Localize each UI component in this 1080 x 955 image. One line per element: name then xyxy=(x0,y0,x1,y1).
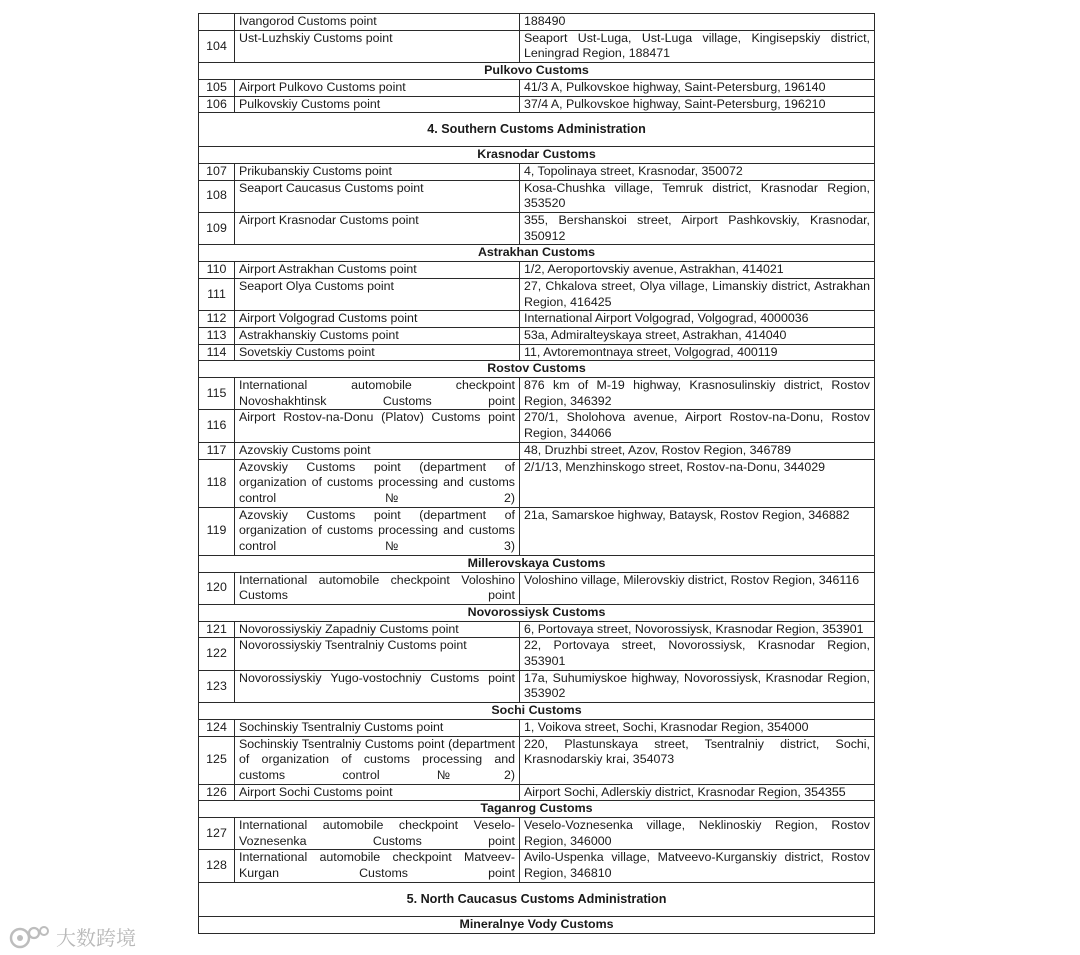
section-row xyxy=(199,882,875,916)
row-number: 119 xyxy=(199,507,235,555)
row-number: 118 xyxy=(199,459,235,507)
customs-point-address: 270/1, Sholohova avenue, Airport Rostov-na-Donu, Rostov Region, 344066 xyxy=(520,410,875,442)
row-number: 126 xyxy=(199,784,235,801)
customs-group-row xyxy=(199,604,875,621)
customs-group-row xyxy=(199,245,875,262)
customs-point-address: 17a, Suhumiyskoe highway, Novorossiysk, Krasnodar Region, 353902 xyxy=(520,670,875,702)
customs-group-title: Pulkovo Customs xyxy=(199,63,875,80)
table-row xyxy=(199,572,875,604)
table-row xyxy=(199,180,875,212)
customs-point-name: Airport Rostov-na-Donu (Platov) Customs point xyxy=(235,410,520,442)
watermark xyxy=(8,922,136,951)
customs-point-name: Sochinskiy Tsentralniy Customs point xyxy=(235,719,520,736)
customs-point-address: 188490 xyxy=(520,14,875,31)
customs-point-name: Sovetskiy Customs point xyxy=(235,344,520,361)
table-row xyxy=(199,327,875,344)
row-number: 120 xyxy=(199,572,235,604)
table-row xyxy=(199,378,875,410)
customs-point-address: Avilo-Uspenka village, Matveevo-Kurganskiy district, Rostov Region, 346810 xyxy=(520,850,875,882)
customs-point-name: International automobile checkpoint Novoshakhtinsk Customs point xyxy=(235,378,520,410)
row-number: 109 xyxy=(199,213,235,245)
customs-point-address: 1, Voikova street, Sochi, Krasnodar Region, 354000 xyxy=(520,719,875,736)
table-row xyxy=(199,96,875,113)
customs-point-address: 4, Topolinaya street, Krasnodar, 350072 xyxy=(520,163,875,180)
table-row xyxy=(199,30,875,62)
customs-point-name: Novorossiyskiy Zapadniy Customs point xyxy=(235,621,520,638)
table-row xyxy=(199,262,875,279)
watermark-text: 大数跨境 xyxy=(56,926,136,950)
row-number: 125 xyxy=(199,736,235,784)
section-title: 4. Southern Customs Administration xyxy=(199,113,875,147)
customs-point-address: 355, Bershanskoi street, Airport Pashkovskiy, Krasnodar, 350912 xyxy=(520,213,875,245)
customs-point-address: Veselo-Voznesenka village, Neklinoskiy Region, Rostov Region, 346000 xyxy=(520,818,875,850)
customs-point-address: Airport Sochi, Adlerskiy district, Krasnodar Region, 354355 xyxy=(520,784,875,801)
customs-point-name: Seaport Olya Customs point xyxy=(235,278,520,310)
watermark-logo-icon xyxy=(8,923,52,951)
customs-point-name: Azovskiy Customs point xyxy=(235,442,520,459)
customs-group-row xyxy=(199,63,875,80)
row-number: 115 xyxy=(199,378,235,410)
table-row xyxy=(199,638,875,670)
customs-point-address: Voloshino village, Milerovskiy district, Rostov Region, 346116 xyxy=(520,572,875,604)
customs-group-title: Novorossiysk Customs xyxy=(199,604,875,621)
customs-point-address: 11, Avtoremontnaya street, Volgograd, 400119 xyxy=(520,344,875,361)
customs-point-name: Airport Sochi Customs point xyxy=(235,784,520,801)
row-number: 123 xyxy=(199,670,235,702)
customs-point-name: Airport Krasnodar Customs point xyxy=(235,213,520,245)
customs-point-address: 53a, Admiralteyskaya street, Astrakhan, 414040 xyxy=(520,327,875,344)
customs-group-title: Sochi Customs xyxy=(199,703,875,720)
customs-point-name: Azovskiy Customs point (department of organization of customs processing and customs control №3) xyxy=(235,507,520,555)
row-number: 127 xyxy=(199,818,235,850)
customs-point-address: 2/1/13, Menzhinskogo street, Rostov-na-Donu, 344029 xyxy=(520,459,875,507)
customs-point-name: Airport Volgograd Customs point xyxy=(235,311,520,328)
customs-point-name: Airport Astrakhan Customs point xyxy=(235,262,520,279)
customs-points-table xyxy=(198,13,875,934)
row-number: 114 xyxy=(199,344,235,361)
customs-point-name: Ivangorod Customs point xyxy=(235,14,520,31)
table-row xyxy=(199,670,875,702)
table-row xyxy=(199,719,875,736)
customs-point-name: International automobile checkpoint Matveev-Kurgan Customs point xyxy=(235,850,520,882)
row-number: 128 xyxy=(199,850,235,882)
row-number: 104 xyxy=(199,30,235,62)
customs-point-address: 876 km of M-19 highway, Krasnosulinskiy district, Rostov Region, 346392 xyxy=(520,378,875,410)
customs-group-row xyxy=(199,361,875,378)
customs-point-name: Ust-Luzhskiy Customs point xyxy=(235,30,520,62)
table-row xyxy=(199,344,875,361)
customs-point-name: Prikubanskiy Customs point xyxy=(235,163,520,180)
table-row xyxy=(199,79,875,96)
customs-point-name: Seaport Caucasus Customs point xyxy=(235,180,520,212)
table-row xyxy=(199,278,875,310)
customs-point-address: 48, Druzhbi street, Azov, Rostov Region, 346789 xyxy=(520,442,875,459)
customs-point-name: International automobile checkpoint Veselo-Voznesenka Customs point xyxy=(235,818,520,850)
customs-group-row xyxy=(199,147,875,164)
customs-point-address: 6, Portovaya street, Novorossiysk, Krasnodar Region, 353901 xyxy=(520,621,875,638)
section-title: 5. North Caucasus Customs Administration xyxy=(199,882,875,916)
row-number: 113 xyxy=(199,327,235,344)
customs-point-name: Novorossiyskiy Tsentralniy Customs point xyxy=(235,638,520,670)
table-row xyxy=(199,163,875,180)
customs-point-name: Astrakhanskiy Customs point xyxy=(235,327,520,344)
customs-point-name: Sochinskiy Tsentralniy Customs point (department of organization of customs processing and customs control №2) xyxy=(235,736,520,784)
table-row xyxy=(199,818,875,850)
customs-point-address: 27, Chkalova street, Olya village, Limanskiy district, Astrakhan Region, 416425 xyxy=(520,278,875,310)
customs-point-address: 37/4 A, Pulkovskoe highway, Saint-Petersburg, 196210 xyxy=(520,96,875,113)
customs-point-name: Airport Pulkovo Customs point xyxy=(235,79,520,96)
row-number: 121 xyxy=(199,621,235,638)
row-number: 124 xyxy=(199,719,235,736)
customs-group-title: Krasnodar Customs xyxy=(199,147,875,164)
customs-group-title: Millerovskaya Customs xyxy=(199,555,875,572)
table-row xyxy=(199,621,875,638)
customs-point-address: 41/3 A, Pulkovskoe highway, Saint-Petersburg, 196140 xyxy=(520,79,875,96)
customs-point-name: Azovskiy Customs point (department of organization of customs processing and customs control №2) xyxy=(235,459,520,507)
customs-point-name: Pulkovskiy Customs point xyxy=(235,96,520,113)
table-body xyxy=(199,14,875,934)
customs-group-title: Astrakhan Customs xyxy=(199,245,875,262)
customs-point-address: 220, Plastunskaya street, Tsentralniy district, Sochi, Krasnodarskiy krai, 354073 xyxy=(520,736,875,784)
customs-point-address: Kosa-Chushka village, Temruk district, Krasnodar Region, 353520 xyxy=(520,180,875,212)
row-number: 110 xyxy=(199,262,235,279)
table-row xyxy=(199,736,875,784)
table-row xyxy=(199,442,875,459)
table-row xyxy=(199,459,875,507)
customs-group-row xyxy=(199,801,875,818)
table-row xyxy=(199,410,875,442)
row-number: 117 xyxy=(199,442,235,459)
customs-point-name: International automobile checkpoint Voloshino Customs point xyxy=(235,572,520,604)
customs-group-row xyxy=(199,703,875,720)
row-number: 122 xyxy=(199,638,235,670)
customs-group-title: Mineralnye Vody Customs xyxy=(199,916,875,933)
row-number: 105 xyxy=(199,79,235,96)
customs-point-address: 1/2, Aeroportovskiy avenue, Astrakhan, 414021 xyxy=(520,262,875,279)
customs-point-address: International Airport Volgograd, Volgograd, 4000036 xyxy=(520,311,875,328)
row-number xyxy=(199,14,235,31)
row-number: 112 xyxy=(199,311,235,328)
table-row xyxy=(199,311,875,328)
row-number: 111 xyxy=(199,278,235,310)
customs-group-row xyxy=(199,555,875,572)
table-row xyxy=(199,213,875,245)
section-row xyxy=(199,113,875,147)
customs-point-name: Novorossiyskiy Yugo-vostochniy Customs point xyxy=(235,670,520,702)
row-number: 107 xyxy=(199,163,235,180)
customs-point-address: 21a, Samarskoe highway, Bataysk, Rostov Region, 346882 xyxy=(520,507,875,555)
row-number: 116 xyxy=(199,410,235,442)
row-number: 106 xyxy=(199,96,235,113)
customs-point-address: Seaport Ust-Luga, Ust-Luga village, Kingisepskiy district, Leningrad Region, 188471 xyxy=(520,30,875,62)
customs-group-title: Rostov Customs xyxy=(199,361,875,378)
customs-group-row xyxy=(199,916,875,933)
table-row xyxy=(199,14,875,31)
customs-group-title: Taganrog Customs xyxy=(199,801,875,818)
customs-point-address: 22, Portovaya street, Novorossiysk, Krasnodar Region, 353901 xyxy=(520,638,875,670)
table-row xyxy=(199,850,875,882)
table-row xyxy=(199,784,875,801)
table-row xyxy=(199,507,875,555)
row-number: 108 xyxy=(199,180,235,212)
